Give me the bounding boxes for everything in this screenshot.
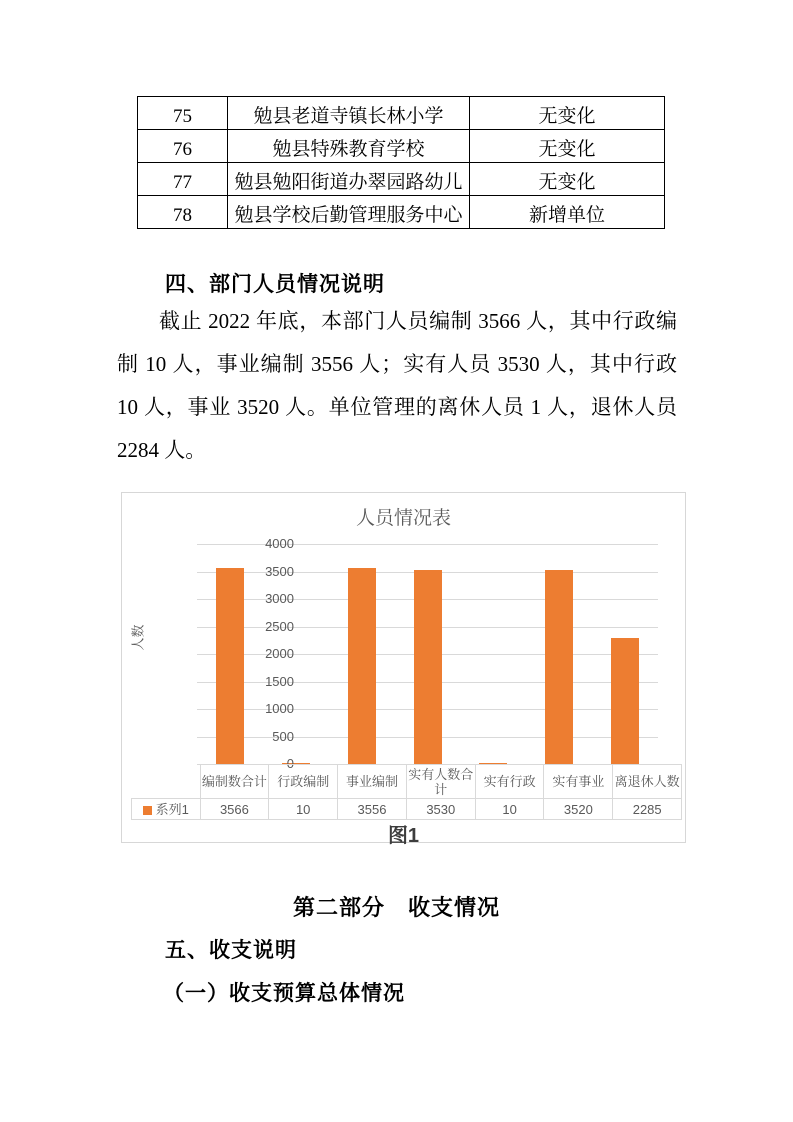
category-row <box>132 765 682 799</box>
value-cell: 3556 <box>338 799 407 820</box>
value-cell: 2285 <box>613 799 682 820</box>
bar-slot <box>592 544 658 764</box>
category-cell: 实有人数合计 <box>408 766 474 797</box>
table-row <box>138 97 665 130</box>
bar <box>348 568 376 764</box>
part2-heading: 第二部分 收支情况 <box>292 895 500 920</box>
bar-slot <box>395 544 461 764</box>
table-cell-status: 无变化 <box>470 130 665 163</box>
chart-title: 人员情况表 <box>355 508 451 529</box>
table-cell-num: 78 <box>138 196 228 229</box>
table-cell-status: 无变化 <box>470 163 665 196</box>
bar-slot <box>526 544 592 764</box>
section4-paragraph: 截止 2022 年底，本部门人员编制 3566 人，其中行政编制 10 人，事业编制 3556 人；实有人员 3530 人，其中行政 10 人，事业 3520 人。单位管理的离休人员 1 人，退休人员 2284 人。 <box>117 309 677 462</box>
table-cell-name: 勉县勉阳街道办翠园路幼儿 <box>228 163 470 196</box>
bar-slot <box>329 544 395 764</box>
category-cell: 离退休人数 <box>613 765 682 799</box>
value-cell: 10 <box>269 799 338 820</box>
value-cell: 10 <box>475 799 544 820</box>
table-cell-num: 75 <box>138 97 228 130</box>
value-cell: 3520 <box>544 799 613 820</box>
table-row <box>138 163 665 196</box>
table-cell-name: 勉县学校后勤管理服务中心 <box>228 196 470 229</box>
category-cell: 行政编制 <box>269 765 338 799</box>
table-cell-status: 新增单位 <box>470 196 665 229</box>
section4-heading: 四、部门人员情况说明 <box>165 272 385 296</box>
table-cell-name: 勉县特殊教育学校 <box>228 130 470 163</box>
bar-slot <box>460 544 526 764</box>
table-cell-name: 勉县老道寺镇长林小学 <box>228 97 470 130</box>
y-tick-label: 0 <box>286 756 294 771</box>
table-cell-num: 76 <box>138 130 228 163</box>
y-tick-label: 1500 <box>265 673 294 689</box>
category-cell: 实有事业 <box>544 765 613 799</box>
category-cell: 事业编制 <box>338 765 407 799</box>
y-tick-label: 500 <box>272 728 294 744</box>
bar <box>414 570 442 764</box>
category-cell: 实有行政 <box>475 765 544 799</box>
series-value-row <box>132 799 682 820</box>
value-cell: 3566 <box>200 799 269 820</box>
unit-list-table <box>137 96 665 229</box>
chart-caption: 图1 <box>387 825 420 847</box>
category-cell: 编制数合计 <box>200 765 269 799</box>
y-tick-label: 4000 <box>265 536 294 551</box>
legend-cell: 系列1 <box>132 799 201 820</box>
table-cell-num: 77 <box>138 163 228 196</box>
value-cell: 3530 <box>406 799 475 820</box>
y-tick-label: 2500 <box>265 618 294 634</box>
section5-sub-heading: （一）收支预算总体情况 <box>163 981 405 1005</box>
personnel-bar-chart <box>121 492 686 847</box>
corner-cell <box>132 765 201 799</box>
chart-data-table <box>131 764 682 820</box>
chart-y-axis-label: 人数 <box>130 624 146 651</box>
bar <box>611 638 639 764</box>
y-tick-label: 1000 <box>265 701 294 716</box>
bar <box>545 570 573 764</box>
table-row <box>138 196 665 229</box>
y-tick-label: 2000 <box>265 646 294 661</box>
legend-swatch-icon <box>143 806 152 815</box>
table-cell-status: 无变化 <box>470 97 665 130</box>
table-row <box>138 130 665 163</box>
y-tick-label: 3000 <box>265 591 294 606</box>
y-tick-label: 3500 <box>265 563 294 579</box>
section5-heading: 五、收支说明 <box>165 938 297 962</box>
